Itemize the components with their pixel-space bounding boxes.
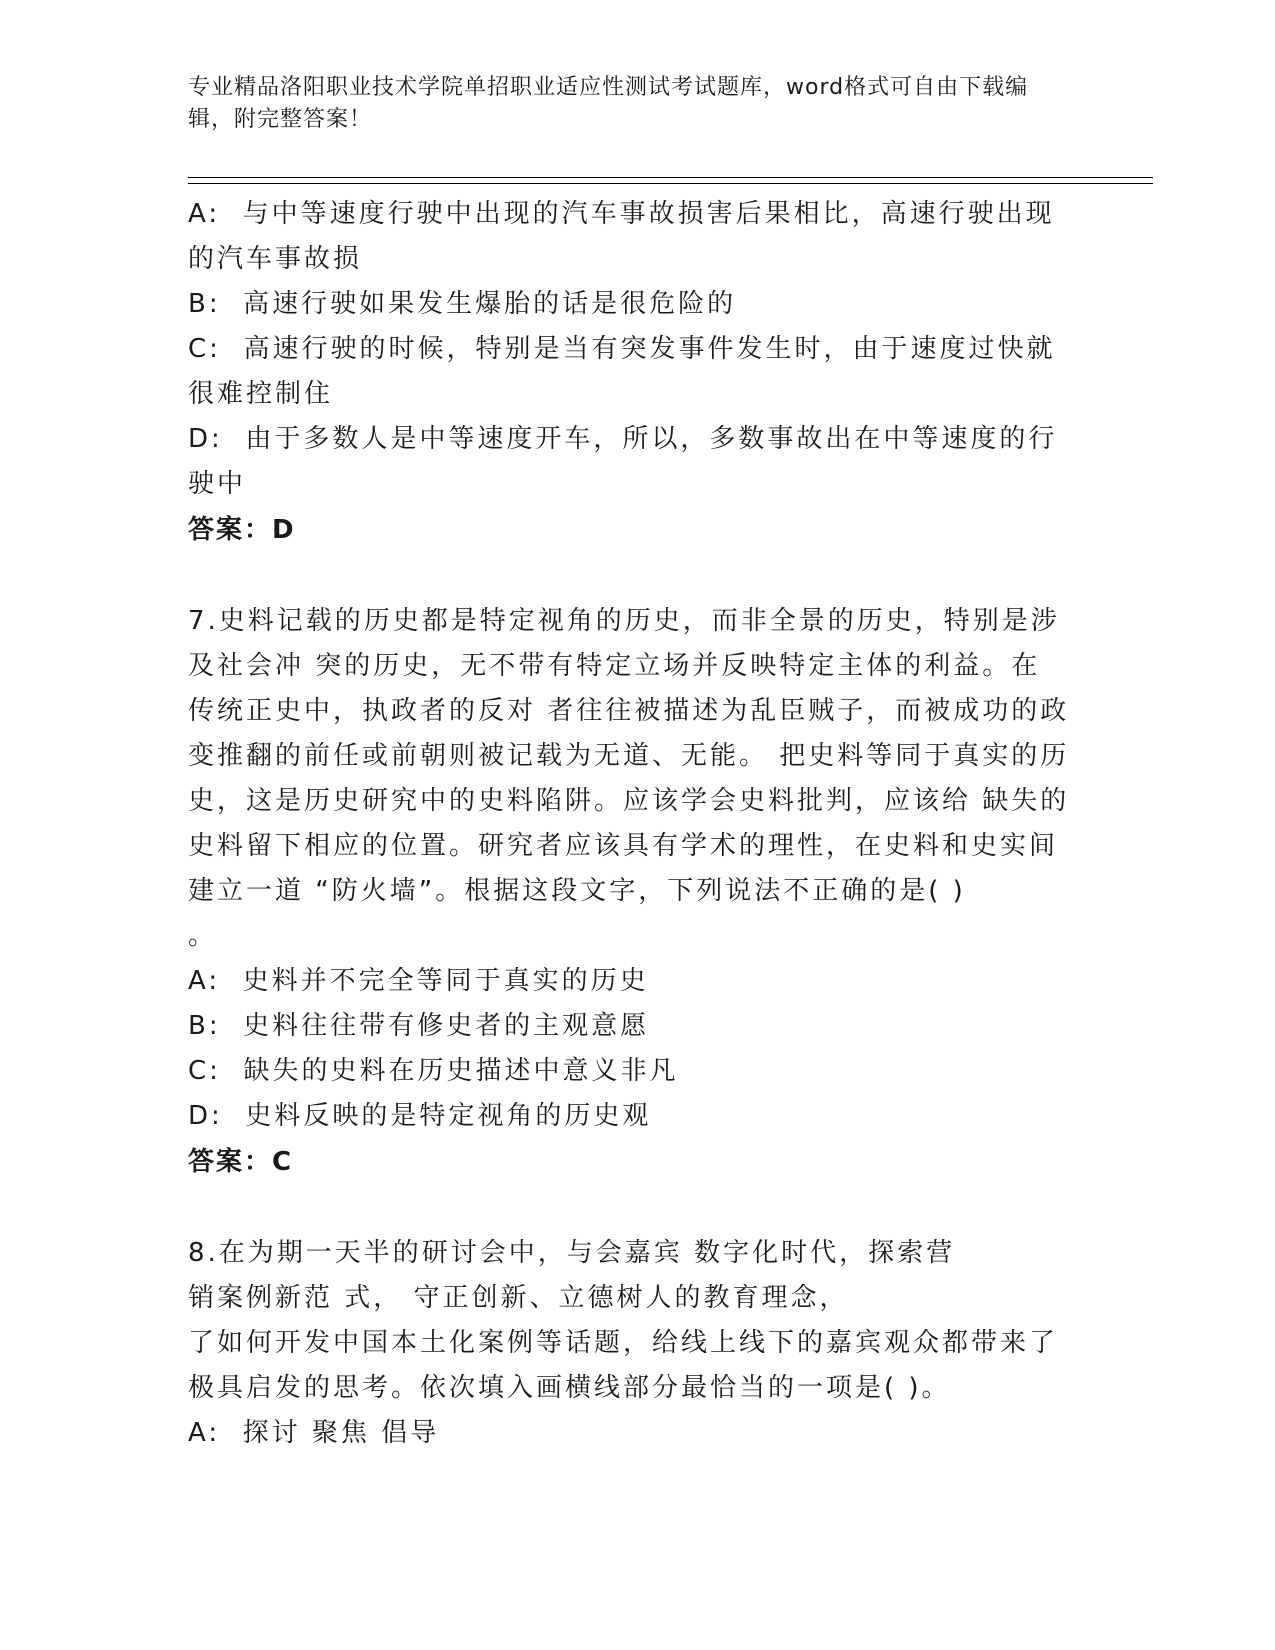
q7-option-b	[188, 1004, 1083, 1049]
q8-stem-line: 8.在为期一天半的研讨会中，与会嘉宾 数字化时代，探索营	[188, 1238, 956, 1268]
option-letter: C:	[188, 334, 221, 364]
header-text: 专业精品洛阳职业技术学院单招职业适应性测试考试题库，word格式可自由下载编辑，附完整答案！	[188, 75, 1029, 132]
q7-option-a	[188, 959, 1083, 1004]
q8-stem-line: 极具启发的思考。依次填入画横线部分最恰当的一项是( )。	[188, 1373, 951, 1403]
header-rule-top	[188, 177, 1153, 178]
q7-stem-line: 建立一道 “防火墙”。根据这段文字，下列说法不正确的是( )	[188, 876, 966, 906]
q6-option-c	[188, 327, 1083, 417]
option-text: 史料反映的是特定视角的历史观	[245, 1101, 652, 1131]
option-letter: A:	[188, 1418, 221, 1448]
q8-option-a	[188, 1411, 1083, 1456]
option-letter: D:	[188, 1101, 223, 1131]
option-letter: A:	[188, 966, 221, 996]
option-letter: D:	[188, 424, 223, 454]
q7-stem	[188, 599, 1083, 959]
q7-stem-line: 史料留下相应的位置。研究者应该具有学术的理性，在史料和史实间	[188, 831, 1059, 861]
option-text: 高速行驶的时候，特别是当有突发事件发生时，由于速度过快就	[243, 334, 1056, 364]
option-text: 很难控制住	[188, 379, 334, 409]
question-content	[188, 192, 1083, 1456]
q7-stem-line: 7.史料记载的历史都是特定视角的历史，而非全景的历史，特别是涉	[188, 606, 1060, 636]
option-text: 由于多数人是中等速度开车，所以，多数事故出在中等速度的行	[245, 424, 1058, 454]
q7-option-c	[188, 1049, 1083, 1094]
document-header	[188, 72, 1068, 136]
q6-option-b	[188, 282, 1083, 327]
option-text: 高速行驶如果发生爆胎的话是很危险的	[243, 289, 737, 319]
option-text: 与中等速度行驶中出现的汽车事故损害后果相比，高速行驶出现	[242, 199, 1055, 229]
option-letter: B:	[188, 289, 221, 319]
q8-stem-line: 销案例新范 式， 守正创新、立德树人的教育理念，	[188, 1283, 849, 1313]
q7-stem-line: 变推翻的前任或前朝则被记载为无道、无能。 把史料等同于真实的历	[188, 741, 1070, 771]
q7-stem-line: 史，这是历史研究中的史料陷阱。应该学会史料批判，应该给 缺失的	[188, 786, 1070, 816]
q6-answer: 答案：D	[188, 515, 296, 545]
option-text: 探讨 聚焦 倡导	[242, 1418, 440, 1448]
q7-stem-line: 传统正史中，执政者的反对 者往往被描述为乱臣贼子，而被成功的政	[188, 696, 1070, 726]
option-text: 缺失的史料在历史描述中意义非凡	[243, 1056, 679, 1086]
option-letter: C:	[188, 1056, 221, 1086]
option-text: 史料往往带有修史者的主观意愿	[243, 1011, 650, 1041]
option-text: 驶中	[188, 469, 247, 499]
option-letter: B:	[188, 1011, 221, 1041]
header-rule-bottom	[188, 183, 1153, 184]
spacer	[188, 1185, 1083, 1231]
q6-option-a	[188, 192, 1083, 282]
q7-option-d	[188, 1094, 1083, 1139]
q8-stem-line: 了如何开发中国本土化案例等话题，给线上线下的嘉宾观众都带来了	[188, 1328, 1059, 1358]
option-text: 史料并不完全等同于真实的历史	[242, 966, 649, 996]
option-letter: A:	[188, 199, 221, 229]
q8-stem	[188, 1231, 1083, 1411]
spacer	[188, 553, 1083, 599]
option-text: 的汽车事故损	[188, 244, 363, 274]
q7-answer: 答案：C	[188, 1147, 294, 1177]
q6-option-d	[188, 417, 1083, 507]
q7-stem-line: 。	[188, 921, 218, 951]
q7-stem-line: 及社会冲 突的历史，无不带有特定立场并反映特定主体的利益。在	[188, 651, 1041, 681]
